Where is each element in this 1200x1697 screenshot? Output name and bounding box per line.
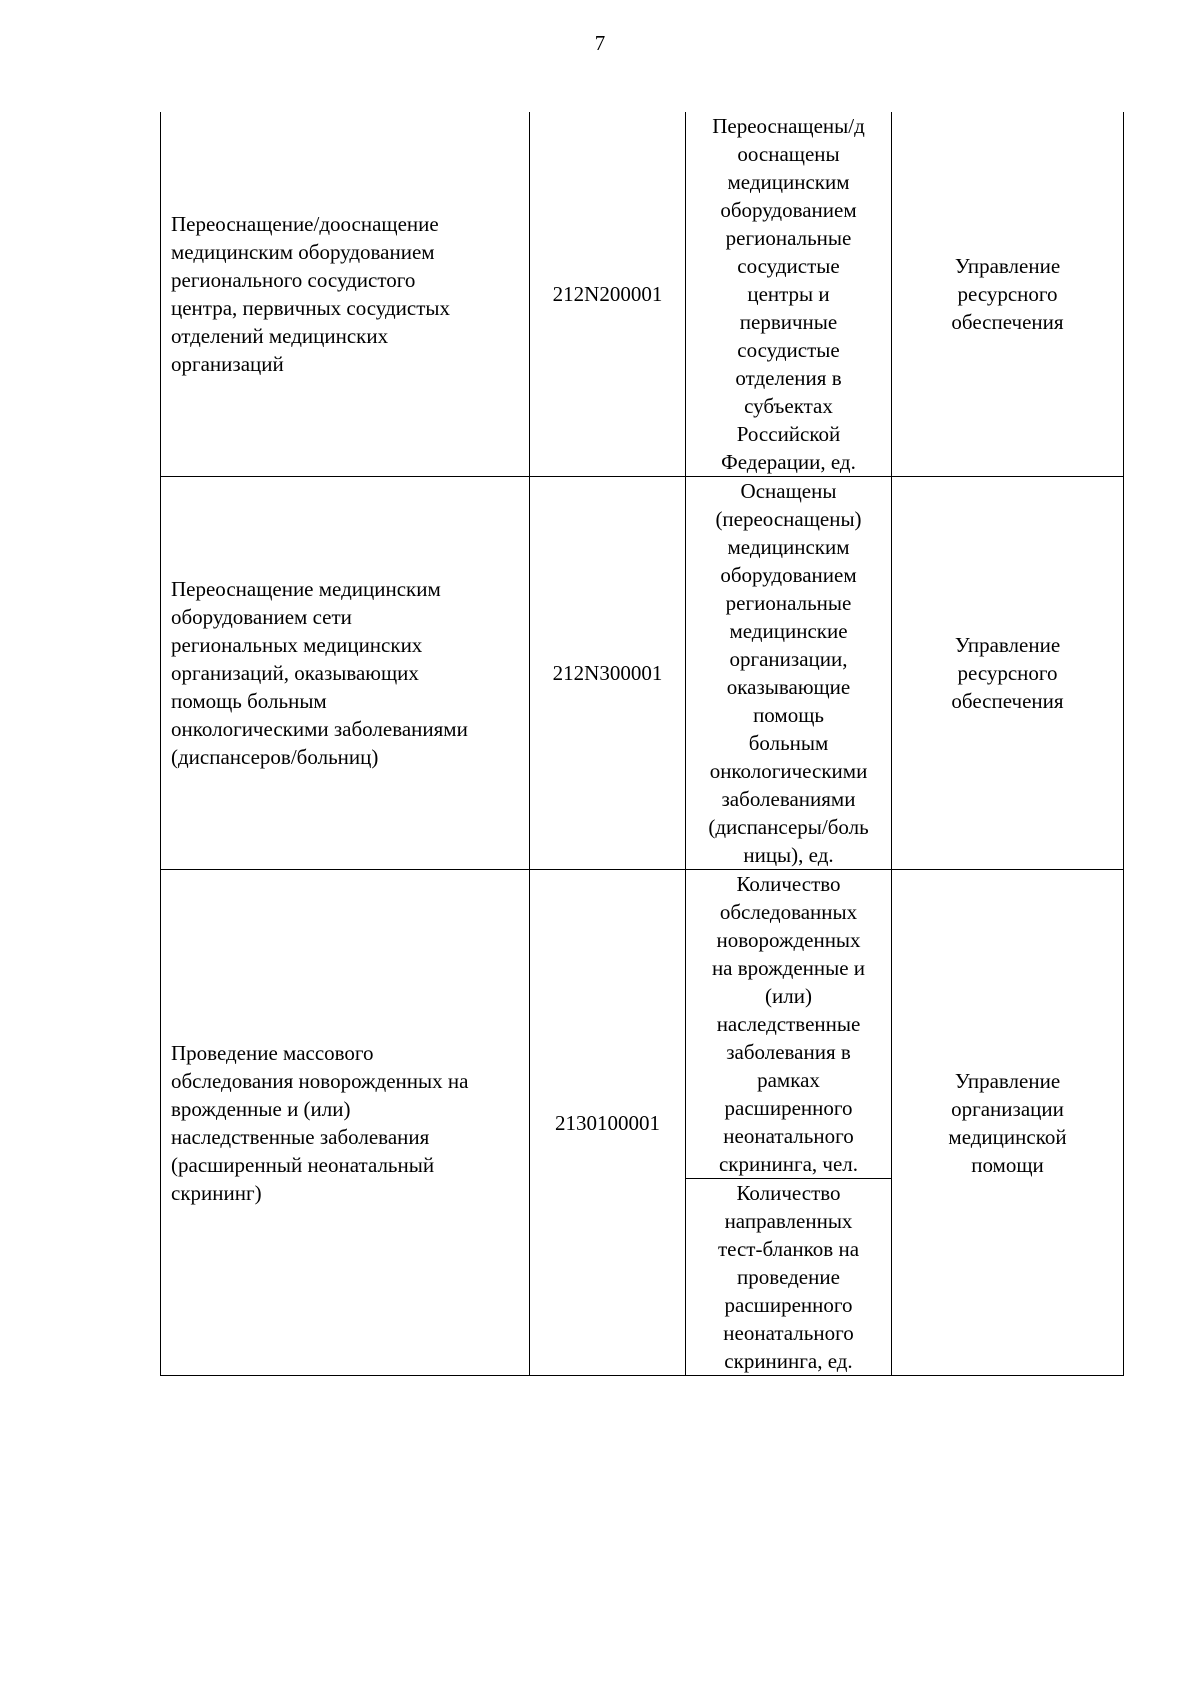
- table-row: [161, 112, 1124, 477]
- table-row: [161, 870, 1124, 1376]
- activity-name-cell: [161, 112, 530, 477]
- activity-name-cell: [161, 477, 530, 870]
- indicator-subrow: [686, 1179, 891, 1376]
- responsible-cell: [892, 112, 1124, 477]
- activity-code-cell: [530, 112, 686, 477]
- indicator-cell: [686, 112, 892, 477]
- activity-code-cell: [530, 870, 686, 1376]
- activity-code: 212N300001: [552, 661, 663, 685]
- indicator-text: Оснащены (переоснащены) медицинским оборудованием региональные медицинские организации, оказывающие помощь больным онкологическими заболеваниями (диспансеры/боль ницы), ед.: [708, 479, 869, 867]
- indicator-text: Количество направленных тест-бланков на проведение расширенного неонатального скрининга, ед.: [717, 1181, 860, 1373]
- activity-name: Проведение массового обследования новорожденных на врожденные и (или) наследственные заболевания (расширенный неонатальный скрининг): [171, 1040, 469, 1205]
- activity-name-cell: [161, 870, 530, 1376]
- page-number: 7: [594, 31, 606, 55]
- responsible-unit: Управление организации медицинской помощи: [948, 1068, 1067, 1177]
- indicator-text: Переоснащены/д ооснащены медицинским оборудованием региональные сосудистые центры и первичные сосудистые отделения в субъектах Российской Федерации, ед.: [712, 114, 865, 474]
- responsible-unit: Управление ресурсного обеспечения: [951, 633, 1064, 713]
- activity-code: 2130100001: [555, 1110, 660, 1135]
- indicator-subcell: [686, 1179, 891, 1376]
- responsible-cell: [892, 870, 1124, 1376]
- activity-name: Переоснащение медицинским оборудованием сети региональных медицинских организаций, оказывающих помощь больным онкологическими заболеваниями (диспансеров/больниц): [171, 577, 468, 769]
- indicator-text: Количество обследованных новорожденных на врожденные и (или) наследственные заболевания в рамках расширенного неонатального скрининга, чел.: [711, 872, 866, 1176]
- activities-table: [160, 112, 1124, 1376]
- activity-code: 212N200001: [552, 282, 663, 306]
- indicator-cell: [686, 477, 892, 870]
- activity-name: Переоснащение/дооснащение медицинским оборудованием регионального сосудистого центра, первичных сосудистых отделений медицинских организаций: [171, 212, 451, 376]
- activity-code-cell: [530, 477, 686, 870]
- indicator-cell: [686, 870, 892, 1376]
- indicator-subcell: [686, 870, 891, 1179]
- responsible-unit: Управление ресурсного обеспечения: [951, 254, 1064, 334]
- responsible-cell: [892, 477, 1124, 870]
- indicator-subrow: [686, 870, 891, 1179]
- indicator-subtable: [686, 870, 891, 1375]
- table-row: [161, 477, 1124, 870]
